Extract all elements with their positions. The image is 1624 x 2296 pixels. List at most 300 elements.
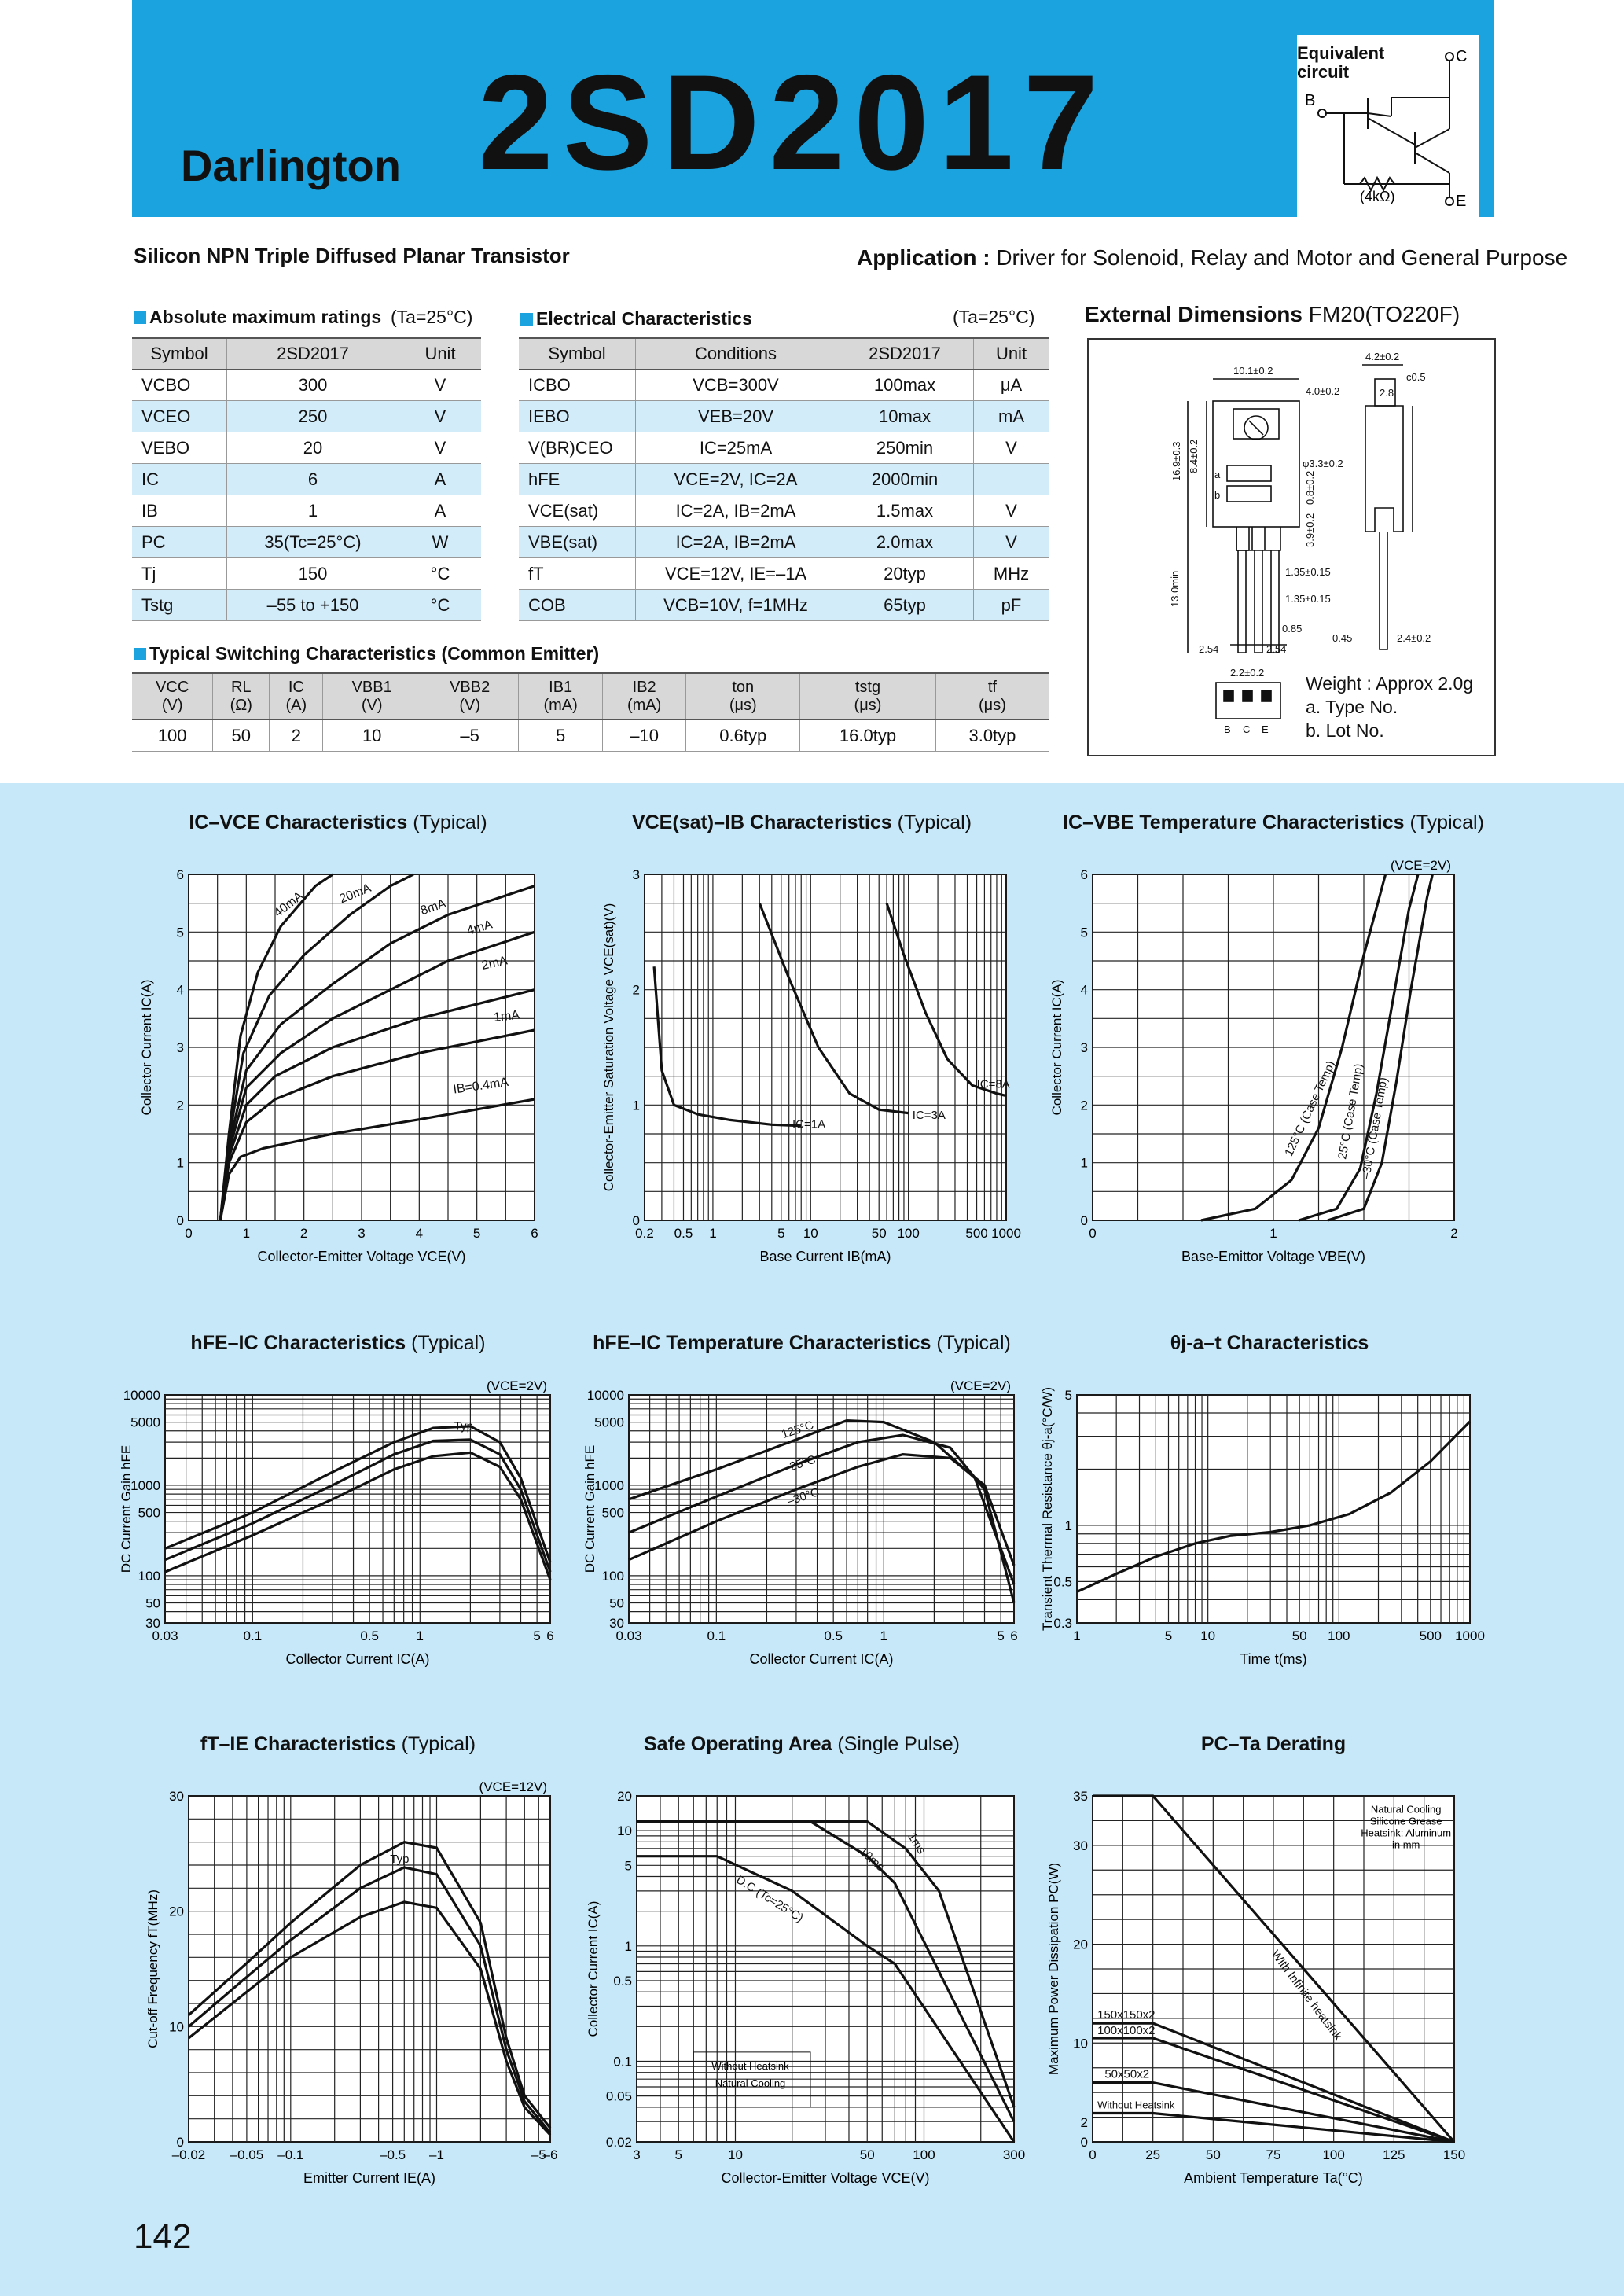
y-tick-label: 5 — [1080, 925, 1088, 940]
curve-label: 150x150x2 — [1097, 2007, 1156, 2022]
table-cell: –10 — [602, 720, 686, 752]
table-row — [132, 590, 481, 621]
chart-title: fT–IE Characteristics (Typical) — [200, 1733, 476, 1755]
chart-theta-t — [1038, 1332, 1501, 1678]
x-axis-label: Time t(ms) — [1240, 1651, 1307, 1667]
x-tick-label: 1 — [880, 1628, 888, 1643]
x-tick-label: 50 — [1291, 1628, 1307, 1643]
y-tick-label: 30 — [145, 1616, 160, 1631]
table-cell: Tstg — [132, 590, 227, 621]
chart-svg — [1045, 1733, 1501, 2189]
table-cell: 10 — [323, 720, 421, 752]
x-tick-label: 6 — [1010, 1628, 1018, 1643]
elec-cond: (Ta=25°C) — [953, 307, 1035, 327]
chart-note: Natural Cooling — [715, 2077, 786, 2090]
y-tick-label: 10000 — [123, 1388, 160, 1403]
table-cell: VEBO — [132, 432, 227, 464]
col-header: Symbol — [519, 338, 636, 370]
y-tick-label: 0 — [1080, 2135, 1088, 2150]
chart-svg — [582, 1733, 1026, 2189]
y-axis-label: DC Current Gain hFE — [119, 1444, 134, 1573]
dim-label: 2.54 — [1266, 643, 1287, 655]
x-tick-label: –0.1 — [277, 2147, 304, 2162]
pin-e-label: E — [1456, 193, 1467, 210]
y-tick-label: 100 — [138, 1568, 160, 1584]
curve-label: 125°C — [780, 1418, 816, 1442]
table-cell: 2 — [270, 720, 323, 752]
x-tick-label: 0.1 — [707, 1628, 726, 1643]
table-cell: 250 — [227, 401, 399, 432]
chart-hfe-ic — [118, 1332, 558, 1678]
table-cell: 0.6typ — [686, 720, 800, 752]
y-tick-label: 1 — [176, 1155, 184, 1171]
table-row — [132, 558, 481, 590]
table-cell: W — [399, 527, 482, 558]
chart-svg — [582, 1332, 1022, 1678]
table-cell: V(BR)CEO — [519, 432, 636, 464]
table-row — [519, 590, 1049, 621]
chart-svg — [1038, 1332, 1501, 1678]
table-cell: COB — [519, 590, 636, 621]
x-tick-label: –0.5 — [380, 2147, 406, 2162]
y-tick-label: 0.02 — [605, 2135, 632, 2150]
y-tick-label: 5 — [176, 925, 184, 940]
curve-label: –30°C (Case Temp) — [1359, 1076, 1391, 1181]
x-axis-label: Base-Emittor Voltage VBE(V) — [1181, 1249, 1366, 1264]
chart-title: IC–VBE Temperature Characteristics (Typical) — [1063, 811, 1484, 833]
y-tick-label: 1000 — [594, 1477, 624, 1493]
application-label: Application : — [857, 245, 990, 270]
ext-dim-title: External Dimensions — [1085, 302, 1303, 326]
table-cell: 16.0typ — [800, 720, 936, 752]
dim-label: 0.45 — [1332, 632, 1353, 644]
x-tick-label: 50 — [1205, 2147, 1221, 2162]
table-row — [519, 495, 1049, 527]
chart-svg — [118, 1332, 558, 1678]
ext-dim-drawing — [1087, 338, 1496, 756]
x-tick-label: 10 — [728, 2147, 743, 2162]
x-tick-label: 1 — [1269, 1226, 1277, 1241]
curve-label: D.C (Tc=25°C) — [733, 1873, 806, 1926]
col-header: RL (Ω) — [213, 673, 270, 720]
curve-label: 25°C — [788, 1452, 818, 1474]
chart-soa — [582, 1733, 1026, 2189]
x-tick-label: 500 — [1419, 1628, 1442, 1643]
page-number: 142 — [134, 2217, 192, 2256]
x-tick-label: 500 — [965, 1226, 988, 1241]
table-cell: VCB=10V, f=1MHz — [636, 590, 836, 621]
y-tick-label: 4 — [1080, 982, 1088, 998]
chart-title: PC–Ta Derating — [1200, 1733, 1347, 1755]
y-tick-label: 3 — [176, 1040, 184, 1055]
curve-label: 20mA — [337, 881, 373, 907]
dim-label: 0.8±0.2 — [1304, 470, 1316, 505]
x-tick-label: 100 — [913, 2147, 935, 2162]
category-label: Darlington — [181, 141, 401, 190]
y-tick-label: 6 — [176, 867, 184, 882]
table-cell: hFE — [519, 464, 636, 495]
table-cell: VCE=2V, IC=2A — [636, 464, 836, 495]
chart-ic-vce — [118, 811, 558, 1264]
chart-note: Silicone Grease — [1369, 1815, 1442, 1827]
table-cell: 300 — [227, 370, 399, 401]
y-tick-label: 1 — [632, 1098, 640, 1113]
y-tick-label: 2 — [176, 1098, 184, 1113]
x-tick-label: 1 — [242, 1226, 251, 1241]
table-cell: VCB=300V — [636, 370, 836, 401]
y-tick-label: 6 — [1080, 867, 1088, 882]
y-tick-label: 30 — [609, 1616, 624, 1631]
x-tick-label: 0.5 — [824, 1628, 843, 1643]
table-cell: IEBO — [519, 401, 636, 432]
x-tick-label: 3 — [358, 1226, 366, 1241]
y-tick-label: 1 — [1064, 1518, 1072, 1533]
table-row — [132, 401, 481, 432]
x-tick-label: 1 — [1073, 1628, 1081, 1643]
col-header: 2SD2017 — [227, 338, 399, 370]
col-header: Conditions — [636, 338, 836, 370]
curve-label: 1ms — [905, 1830, 928, 1857]
y-tick-label: 3 — [632, 867, 640, 882]
y-axis-label: Transient Thermal Resistance θj-a(°C/W) — [1040, 1386, 1055, 1632]
curve-label: 1mA — [493, 1008, 520, 1025]
table-cell: VCBO — [132, 370, 227, 401]
pin-b-label: B — [1305, 92, 1316, 109]
part-number: 2SD2017 — [478, 47, 1108, 198]
curve-label: IC=8A — [976, 1077, 1010, 1091]
x-tick-label: 0.2 — [635, 1226, 654, 1241]
y-tick-label: 1 — [624, 1938, 632, 1954]
table-row — [519, 527, 1049, 558]
table-row — [132, 527, 481, 558]
table-cell: 5 — [519, 720, 603, 752]
curve-label: 8mA — [418, 896, 448, 918]
darlington-schematic — [1297, 35, 1479, 217]
table-cell: 250min — [836, 432, 974, 464]
table-row — [132, 432, 481, 464]
x-tick-label: 10 — [1200, 1628, 1216, 1643]
y-tick-label: 20 — [617, 1789, 632, 1804]
table-cell: V — [974, 495, 1049, 527]
table-cell: –5 — [421, 720, 518, 752]
curve-label: IC=1A — [792, 1117, 826, 1131]
table-cell: 6 — [227, 464, 399, 495]
equivalent-circuit — [1297, 35, 1479, 217]
pin-c-label: C — [1456, 48, 1468, 65]
chart-title: VCE(sat)–IB Characteristics (Typical) — [631, 811, 972, 833]
y-tick-label: 30 — [169, 1789, 184, 1804]
pin-label: C — [1243, 723, 1251, 735]
table-cell: μA — [974, 370, 1049, 401]
title-banner — [132, 0, 1494, 217]
table-row — [132, 370, 481, 401]
chart-ic-vbe — [1045, 811, 1501, 1264]
subtitle: Silicon NPN Triple Diffused Planar Transistor — [134, 244, 570, 267]
x-tick-label: 1000 — [991, 1226, 1021, 1241]
dim-label: 2.4±0.2 — [1397, 632, 1431, 644]
y-tick-label: 100 — [601, 1568, 624, 1584]
pin-label: E — [1262, 723, 1269, 735]
y-tick-label: 3 — [1080, 1040, 1088, 1055]
x-tick-label: 0.5 — [360, 1628, 380, 1643]
x-tick-label: 0.1 — [243, 1628, 263, 1643]
y-tick-label: 0.05 — [605, 2088, 632, 2104]
x-axis-label: Ambient Temperature Ta(°C) — [1184, 2170, 1363, 2186]
x-tick-label: 5 — [472, 1226, 481, 1241]
x-axis-label: Collector Current IC(A) — [749, 1651, 894, 1667]
table-cell: VEB=20V — [636, 401, 836, 432]
table-cell: A — [399, 495, 482, 527]
x-tick-label: 2 — [1450, 1226, 1458, 1241]
y-tick-label: 5 — [1064, 1388, 1072, 1403]
x-tick-label: –1 — [429, 2147, 444, 2162]
y-tick-label: 1 — [1080, 1155, 1088, 1171]
x-tick-label: 6 — [546, 1628, 554, 1643]
x-tick-label: –0.05 — [230, 2147, 264, 2162]
table-cell: V — [399, 370, 482, 401]
x-tick-label: 0.5 — [674, 1226, 693, 1241]
curve-label: 100x100x2 — [1097, 2023, 1156, 2037]
y-axis-label: Collector Current IC(A) — [139, 979, 154, 1116]
table-row — [519, 370, 1049, 401]
chart-svg — [118, 811, 558, 1264]
table-row — [519, 558, 1049, 590]
dim-label: 13.0min — [1169, 570, 1181, 607]
chart-title: IC–VCE Characteristics (Typical) — [189, 811, 487, 833]
chart-condition: (VCE=2V) — [487, 1378, 547, 1393]
note-a: a. Type No. — [1306, 697, 1398, 717]
table-cell: 1 — [227, 495, 399, 527]
curve-label: –30°C — [785, 1485, 821, 1509]
dim-label: 2.2±0.2 — [1230, 667, 1265, 679]
elec-title: Electrical Characteristics — [520, 308, 752, 329]
x-tick-label: 3 — [633, 2147, 641, 2162]
ext-dim-heading — [1085, 302, 1460, 327]
x-tick-label: 2 — [299, 1226, 308, 1241]
table-row — [519, 432, 1049, 464]
abs-max-title: Absolute maximum ratings — [134, 307, 381, 328]
x-tick-label: 75 — [1266, 2147, 1281, 2162]
dim-label: a — [1214, 469, 1221, 480]
col-header: VCC (V) — [132, 673, 213, 720]
y-tick-label: 2 — [632, 982, 640, 998]
y-tick-label: 0.5 — [1053, 1574, 1072, 1590]
section-square-icon — [520, 313, 533, 326]
table-cell: 2000min — [836, 464, 974, 495]
x-axis-label: Collector Current IC(A) — [285, 1651, 430, 1667]
x-tick-label: 0 — [185, 1226, 193, 1241]
table-row — [132, 495, 481, 527]
table-row — [132, 464, 481, 495]
dim-label: c0.5 — [1406, 371, 1426, 383]
table-cell: 35(Tc=25°C) — [227, 527, 399, 558]
curve-label: IC=3A — [912, 1108, 946, 1122]
curve-label: 125°C (Case Temp) — [1282, 1058, 1339, 1159]
y-tick-label: 500 — [138, 1505, 160, 1521]
y-axis-label: Collector Current IC(A) — [586, 1900, 601, 2037]
x-tick-label: 6 — [531, 1226, 538, 1241]
table-cell: mA — [974, 401, 1049, 432]
col-header: Symbol — [132, 338, 227, 370]
y-tick-label: 0 — [1080, 1213, 1088, 1228]
ext-dim-notes — [1306, 672, 1473, 742]
y-tick-label: 0 — [176, 2135, 184, 2150]
chart-svg — [582, 811, 1022, 1264]
table-cell: °C — [399, 558, 482, 590]
x-tick-label: 0 — [1089, 2147, 1097, 2162]
col-header: ton (μs) — [686, 673, 800, 720]
table-cell: MHz — [974, 558, 1049, 590]
chart-condition: (VCE=2V) — [1391, 858, 1451, 873]
y-axis-label: Maximum Power Dissipation PC(W) — [1046, 1862, 1061, 2076]
table-cell: –55 to +150 — [227, 590, 399, 621]
chart-hfe-ic-temp — [582, 1332, 1022, 1678]
switching-title: Typical Switching Characteristics (Common Emitter) — [134, 643, 599, 664]
plot-area — [1077, 1395, 1470, 1623]
y-tick-label: 10 — [617, 1823, 632, 1839]
abs-max-cond: (Ta=25°C) — [391, 307, 473, 327]
table-cell: IC — [132, 464, 227, 495]
chart-pc-ta — [1045, 1733, 1501, 2189]
table-cell: 1.5max — [836, 495, 974, 527]
table-cell: pF — [974, 590, 1049, 621]
curve-label: Without Heatsink — [1097, 2099, 1175, 2111]
chart-title: hFE–IC Temperature Characteristics (Typical) — [593, 1332, 1011, 1354]
table-cell: Tj — [132, 558, 227, 590]
table-cell: A — [399, 464, 482, 495]
curve-label: Typ — [454, 1419, 473, 1433]
y-tick-label: 50 — [609, 1595, 624, 1611]
dim-label: 1.35±0.15 — [1285, 566, 1331, 578]
x-tick-label: 5 — [533, 1628, 541, 1643]
x-tick-label: 125 — [1383, 2147, 1405, 2162]
curve-label: 4mA — [465, 918, 494, 938]
y-tick-label: 30 — [1073, 1838, 1088, 1853]
y-tick-label: 35 — [1073, 1789, 1088, 1804]
col-header: Unit — [974, 338, 1049, 370]
table-cell: IC=2A, IB=2mA — [636, 527, 836, 558]
y-tick-label: 20 — [169, 1904, 184, 1919]
chart-note: Heatsink: Aluminum — [1361, 1827, 1452, 1839]
y-tick-label: 50 — [145, 1595, 160, 1611]
chart-vcesat-ib — [582, 811, 1022, 1264]
table-cell: IB — [132, 495, 227, 527]
table-cell: 10max — [836, 401, 974, 432]
col-header: tstg (μs) — [800, 673, 936, 720]
curve-label: 40mA — [271, 889, 307, 921]
dim-label: 10.1±0.2 — [1233, 365, 1273, 377]
table-cell: 3.0typ — [935, 720, 1049, 752]
elec-table — [519, 337, 1049, 621]
col-header: VBB2 (V) — [421, 673, 518, 720]
table-cell: IC=25mA — [636, 432, 836, 464]
y-tick-label: 5 — [624, 1858, 632, 1874]
col-header: Unit — [399, 338, 482, 370]
y-axis-label: Cut-off Frequency fT(MHz) — [145, 1889, 160, 2048]
x-tick-label: –0.02 — [171, 2147, 206, 2162]
equiv-title: Equivalent circuit — [1297, 43, 1385, 82]
chart-note: in mm — [1391, 1838, 1420, 1851]
dim-label: 2.54 — [1199, 643, 1219, 655]
table-cell: VCEO — [132, 401, 227, 432]
chart-title: hFE–IC Characteristics (Typical) — [190, 1332, 486, 1354]
plot-area — [189, 1796, 550, 2142]
table-cell: °C — [399, 590, 482, 621]
table-cell: VCE(sat) — [519, 495, 636, 527]
abs-max-table — [132, 337, 481, 621]
table-cell: VBE(sat) — [519, 527, 636, 558]
curve-label: Typ — [390, 1853, 410, 1867]
resistor-label: (4kΩ) — [1360, 189, 1395, 204]
x-tick-label: 1000 — [1455, 1628, 1485, 1643]
y-tick-label: 2 — [1080, 2114, 1088, 2130]
y-tick-label: 0.5 — [613, 1973, 632, 1989]
y-tick-label: 0.1 — [613, 2054, 632, 2070]
col-header: IB1 (mA) — [519, 673, 603, 720]
dim-label: 2.8 — [1380, 387, 1394, 399]
chart-svg — [1045, 811, 1501, 1264]
y-axis-label: Collector-Emitter Saturation Voltage VCE(sat)(V) — [601, 903, 616, 1192]
table-cell: V — [399, 401, 482, 432]
chart-title: θj-a–t Characteristics — [1170, 1332, 1369, 1354]
section-square-icon — [134, 648, 146, 660]
x-tick-label: 50 — [859, 2147, 875, 2162]
x-axis-label: Collector-Emitter Voltage VCE(V) — [721, 2170, 930, 2186]
x-tick-label: 0.03 — [152, 1628, 178, 1643]
table-cell: 100max — [836, 370, 974, 401]
table-cell: 20typ — [836, 558, 974, 590]
y-tick-label: 2 — [1080, 1098, 1088, 1113]
table-cell: V — [974, 432, 1049, 464]
curve-label: 2mA — [480, 954, 509, 973]
chart-note: Without Heatsink — [711, 2059, 789, 2072]
application — [857, 245, 1567, 270]
dim-label: 4.2±0.2 — [1365, 351, 1400, 362]
x-tick-label: 25 — [1145, 2147, 1161, 2162]
dim-label: 3.9±0.2 — [1304, 513, 1316, 547]
x-tick-label: 5 — [674, 2147, 682, 2162]
chart-ft-ie — [118, 1733, 558, 2189]
x-axis-label: Collector-Emitter Voltage VCE(V) — [257, 1249, 466, 1264]
table-row — [519, 401, 1049, 432]
section-square-icon — [134, 311, 146, 324]
x-tick-label: 150 — [1442, 2147, 1466, 2162]
x-axis-label: Emitter Current IE(A) — [303, 2170, 436, 2186]
y-tick-label: 0 — [632, 1213, 640, 1228]
col-header: 2SD2017 — [836, 338, 974, 370]
x-tick-label: 1 — [709, 1226, 717, 1241]
dim-label: 0.85 — [1282, 623, 1303, 635]
table-row — [519, 464, 1049, 495]
dim-label: 1.35±0.15 — [1285, 593, 1331, 605]
col-header: IC (A) — [270, 673, 323, 720]
y-tick-label: 1000 — [130, 1477, 160, 1493]
x-axis-label: Base Current IB(mA) — [759, 1249, 891, 1264]
x-tick-label: 5 — [1164, 1628, 1173, 1643]
chart-condition: (VCE=12V) — [479, 1779, 547, 1794]
chart-title: Safe Operating Area (Single Pulse) — [643, 1733, 961, 1755]
col-header: tf (μs) — [935, 673, 1049, 720]
col-header: IB2 (mA) — [602, 673, 686, 720]
table-cell: VCE=12V, IE=–1A — [636, 558, 836, 590]
x-tick-label: 0 — [1089, 1226, 1097, 1241]
y-tick-label: 0 — [176, 1213, 184, 1228]
x-tick-label: 300 — [1002, 2147, 1026, 2162]
x-tick-label: 100 — [1322, 2147, 1345, 2162]
plot-area — [165, 1395, 550, 1623]
table-cell: IC=2A, IB=2mA — [636, 495, 836, 527]
y-tick-label: 4 — [176, 982, 184, 998]
